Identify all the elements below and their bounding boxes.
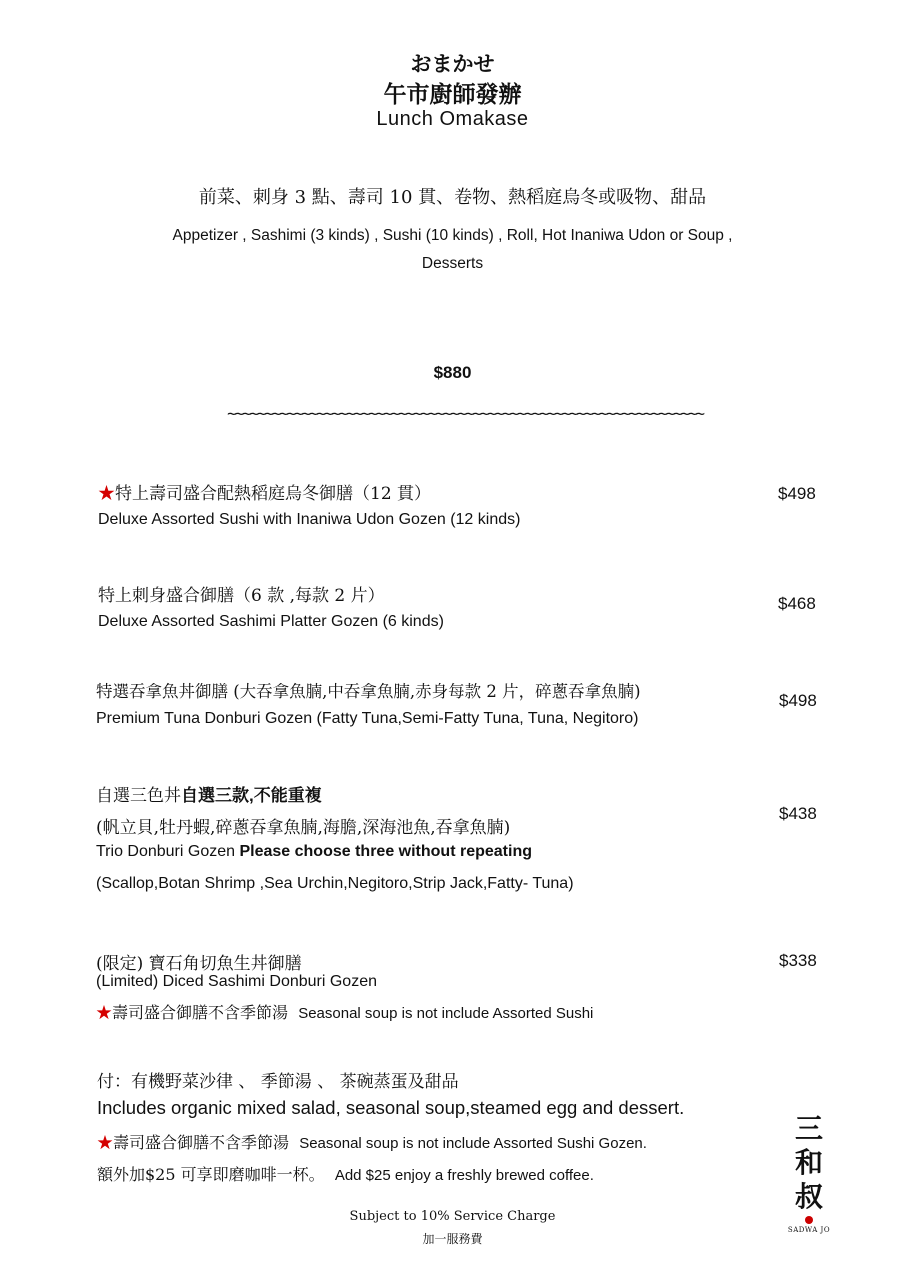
star-icon: ★ [98, 484, 115, 504]
includes-zh: 付：有機野菜沙律 、 季節湯 、 茶碗蒸蛋及甜品 [97, 1072, 459, 1092]
item-2-name-zh: 特上刺身盛合御膳（6 款 ,每款 2 片） [98, 586, 385, 606]
item-4-options-en: (Scallop,Botan Shrimp ,Sea Urchin,Negitoro,Strip Jack,Fatty- Tuna) [96, 875, 574, 892]
header-kana: おまかせ [410, 51, 495, 76]
item-4-price: $438 [779, 804, 817, 823]
omakase-desc-en-line2: Desserts [421, 255, 484, 272]
logo-char-2: 和 [794, 1146, 823, 1179]
item-5-note: ★壽司盛合御膳不含季節湯 Seasonal soup is not include Assorted Sushi [96, 1003, 594, 1022]
item-4-options-zh: (帆立貝,牡丹蝦,碎蔥吞拿魚腩,海膽,深海池魚,吞拿魚腩) [96, 818, 511, 838]
item-2-price: $468 [778, 594, 816, 613]
item-1-name-zh: ★特上壽司盛合配熱稻庭烏冬御膳（12 貫） [98, 484, 432, 504]
item-1-name-en: Deluxe Assorted Sushi with Inaniwa Udon Gozen (12 kinds) [98, 511, 521, 528]
omakase-price: $880 [433, 363, 472, 382]
logo-seal-icon [805, 1216, 813, 1224]
logo-char-1: 三 [794, 1112, 823, 1145]
item-4-name-en: Trio Donburi Gozen Please choose three without repeating [96, 843, 532, 860]
omakase-desc-zh: 前菜、刺身 3 點、壽司 10 貫、卷物、熱稻庭烏冬或吸物、甜品 [198, 187, 707, 208]
star-icon: ★ [97, 1133, 114, 1152]
item-4-note-en: Please choose three without repeating [239, 843, 532, 860]
item-2-name-en: Deluxe Assorted Sashimi Platter Gozen (6 kinds) [98, 613, 444, 630]
item-5-price: $338 [779, 951, 817, 970]
omakase-desc-en-line1: Appetizer , Sashimi (3 kinds) , Sushi (10 kinds) , Roll, Hot Inaniwa Udon or Soup , [172, 227, 733, 244]
item-3-name-en: Premium Tuna Donburi Gozen (Fatty Tuna,Semi-Fatty Tuna, Tuna, Negitoro) [96, 710, 639, 727]
coffee-note: 額外加$25 可享即磨咖啡一杯。 Add $25 enjoy a freshly brewed coffee. [97, 1165, 594, 1184]
item-1-price: $498 [778, 484, 816, 503]
logo-brand-text: SADWA JO [787, 1226, 831, 1234]
item-3-price: $498 [779, 691, 817, 710]
item-5-name-en: (Limited) Diced Sashimi Donburi Gozen [96, 973, 377, 990]
item-5-name-zh: (限定) 寶石角切魚生丼御膳 [96, 954, 302, 974]
item-4-note-zh: 自選三款,不能重複 [181, 786, 322, 805]
soup-note: ★壽司盛合御膳不含季節湯 Seasonal soup is not include Assorted Sushi Gozen. [97, 1133, 647, 1152]
tilde-divider: ~~~~~~~~~~~~~~~~~~~~~~~~~~~~~~~~~~~~~~~~~~~~~~~~~~~~~~~~~~~~~~~~ [227, 404, 703, 423]
service-charge-en: Subject to 10% Service Charge [349, 1209, 556, 1224]
brand-logo [786, 1112, 832, 1234]
item-4-name-zh: 自選三色丼自選三款,不能重複 [96, 786, 322, 806]
page-title: 午市廚師發辦 [383, 81, 522, 107]
page-subtitle: Lunch Omakase [376, 108, 529, 130]
logo-char-3: 叔 [794, 1180, 823, 1213]
item-3-name-zh: 特選吞拿魚丼御膳 (大吞拿魚腩,中吞拿魚腩,赤身每款 2 片，碎蔥吞拿魚腩) [96, 682, 641, 701]
includes-en: Includes organic mixed salad, seasonal soup,steamed egg and dessert. [97, 1097, 685, 1118]
star-icon: ★ [96, 1003, 113, 1022]
service-charge-zh: 加一服務費 [422, 1232, 483, 1246]
